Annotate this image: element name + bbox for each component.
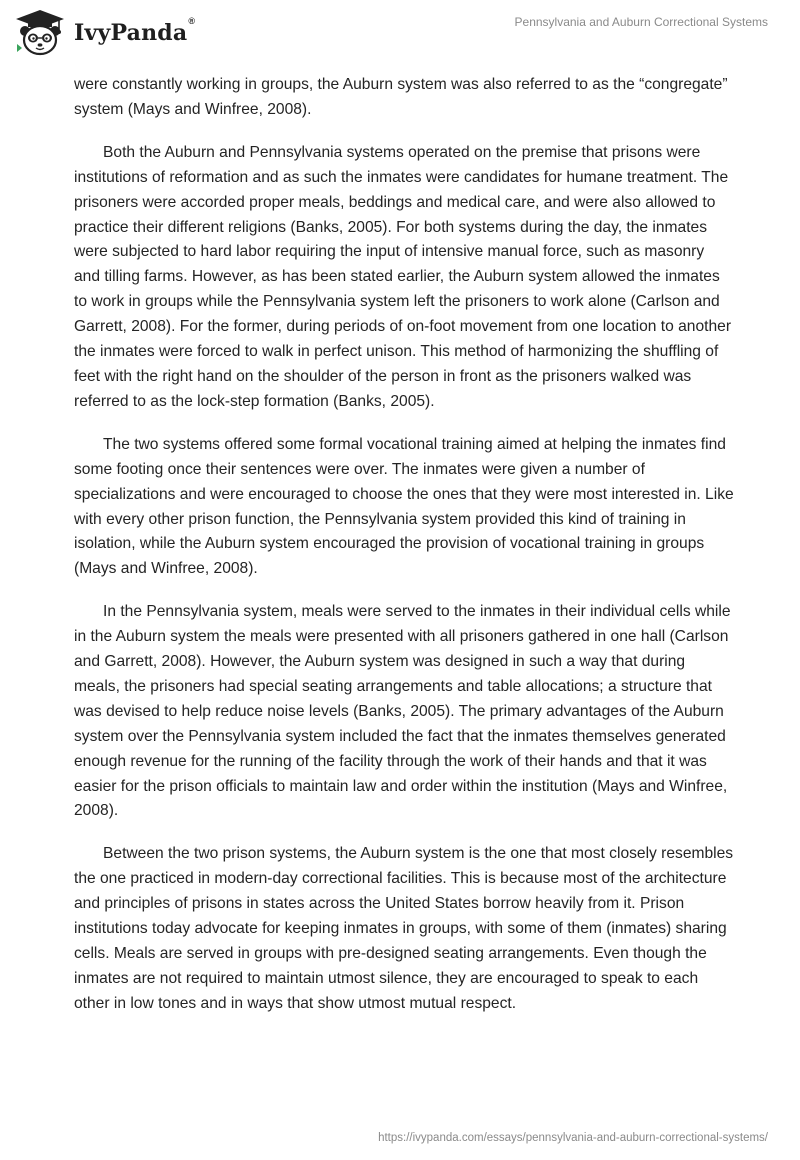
source-url[interactable]: https://ivypanda.com/essays/pennsylvania-and-auburn-correctional-systems/ xyxy=(378,1132,768,1144)
paragraph: The two systems offered some formal vocational training aimed at helping the inmates find some footing once their sentences were over. The inmates were given a number of specializations and were encouraged to choose the ones that they were most interested in. Like with every other prison function, the Pennsylvania system provided this kind of training in isolation, while the Auburn system encouraged the provision of vocational training in groups (Mays and Winfree, 2008). xyxy=(74,435,734,578)
paragraph: Between the two prison systems, the Auburn system is the one that most closely resembles the one practiced in modern-day correctional facilities. This is because most of the architecture and principles of prisons in states across the United States borrow heavily from it. Prison institutions today advocate for keeping inmates in groups, with some of them (inmates) sharing cells. Meals are served in groups with pre-designed seating arrangements. Even though the inmates are not required to maintain utmost silence, they are encouraged to speak to each other in low tones and in ways that show utmost mutual respect. xyxy=(74,845,734,1012)
running-title: Pennsylvania and Auburn Correctional Systems xyxy=(514,15,768,29)
page-header xyxy=(0,0,800,64)
brand-logo[interactable] xyxy=(14,8,195,56)
registered-mark: ® xyxy=(188,16,196,26)
paragraph-continued: were constantly working in groups, the Auburn system was also referred to as the “congregate” system (Mays and Winfree, 2008). xyxy=(74,76,728,118)
essay-body xyxy=(74,73,734,1035)
paragraph: In the Pennsylvania system, meals were served to the inmates in their individual cells while in the Auburn system the meals were presented with all prisoners gathered in one hall (Carlson and Garrett, 2008). However, the Auburn system was designed in such a way that during meals, the prisoners had special seating arrangements and table allocations; a structure that was devised to help reduce noise levels (Banks, 2005). The primary advantages of the Auburn system over the Pennsylvania system included the fact that the inmates themselves generated enough revenue for the running of the facility through the work of their hands and that it was easier for the prison officials to maintain law and order within the institution (Mays and Winfree, 2008). xyxy=(74,603,731,820)
brand-name: IvyPanda® xyxy=(74,16,196,46)
paragraph: Both the Auburn and Pennsylvania systems operated on the premise that prisons were institutions of reformation and as such the inmates were candidates for humane treatment. The prisoners were accorded proper meals, beddings and medical care, and were also allowed to practice their different religions (Banks, 2005). For both systems during the day, the inmates were subjected to hard labor requiring the input of intensive manual force, such as masonry and tilling farms. However, as has been stated earlier, the Auburn system allowed the inmates to work in groups while the Pennsylvania system left the prisoners to work alone (Carlson and Garrett, 2008). For the former, during periods of on-foot movement from one location to another the inmates were forced to walk in perfect unison. This method of harmonizing the shuffling of feet with the right hand on the shoulder of the person in front as the prisoners walked was referred to as the lock-step formation (Banks, 2005). xyxy=(74,143,732,410)
panda-graduate-icon xyxy=(14,8,66,56)
